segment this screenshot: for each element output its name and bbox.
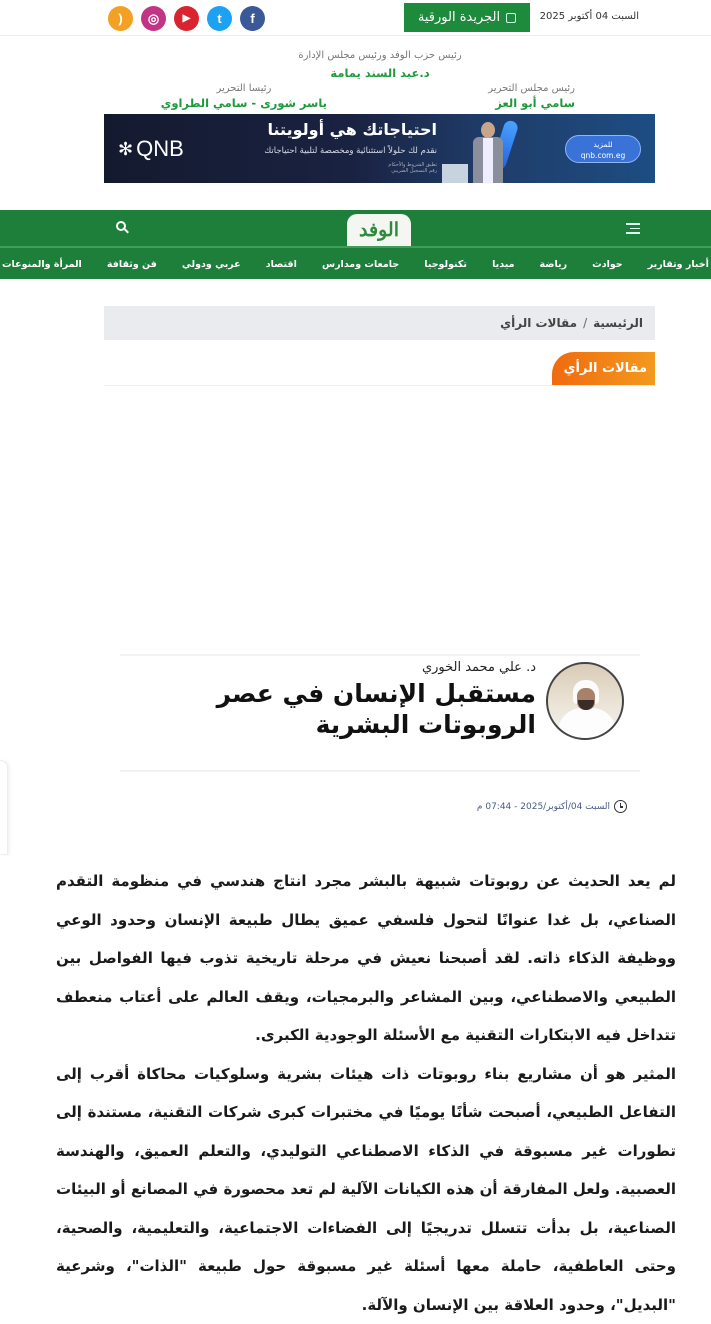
nav-item-art-culture[interactable]: فن وثقافة	[107, 259, 157, 270]
breadcrumb-home[interactable]: الرئيسية	[593, 316, 643, 330]
print-edition-label: الجريدة الورقية	[418, 10, 500, 25]
article-title: مستقبل الإنسان في عصر الروبوتات البشرية	[136, 678, 536, 740]
nav-item-women-misc[interactable]: المرأة والمنوعات	[2, 259, 82, 270]
nav-item-media[interactable]: ميديا	[492, 259, 514, 270]
nav-categories	[0, 250, 711, 279]
article-datetime: السبت 04/أكتوبر/2025 - 07:44 م	[477, 802, 610, 812]
ad-headline: احتياجاتك هي أولويتنا	[268, 120, 438, 139]
facebook-icon[interactable]: f	[240, 6, 265, 31]
main-nav	[0, 210, 711, 279]
instagram-icon[interactable]: ◎	[141, 6, 166, 31]
menu-icon[interactable]	[626, 223, 640, 235]
author-name[interactable]: د. علي محمد الخوري	[422, 660, 536, 675]
clock-icon	[614, 800, 627, 813]
nav-item-sports[interactable]: رياضة	[540, 259, 568, 270]
side-panel-handle[interactable]	[0, 760, 8, 855]
author-avatar[interactable]	[546, 662, 624, 740]
section-header	[104, 352, 655, 386]
breadcrumb-current[interactable]: مقالات الرأي	[500, 316, 577, 330]
nav-item-arab-international[interactable]: عربي ودولي	[182, 259, 241, 270]
ad-model-image	[472, 122, 504, 183]
editors-label: رئيسا التحرير	[216, 83, 271, 94]
nav-item-economy[interactable]: اقتصاد	[266, 259, 297, 270]
chairman-name: د.عبد السند يمامة	[180, 66, 580, 80]
site-logo[interactable]: الوفد	[347, 214, 411, 246]
qnb-emblem-icon: ✻	[118, 139, 133, 160]
search-icon[interactable]	[116, 221, 130, 235]
breadcrumb	[104, 306, 655, 340]
current-date: السبت 04 أكتوبر 2025	[540, 11, 639, 22]
nav-item-technology[interactable]: تكنولوجيا	[424, 259, 467, 270]
ad-subline: نقدم لك حلولاً استثنائية ومخصصة لتلبية احتياجاتك	[264, 146, 437, 156]
twitter-icon[interactable]: t	[207, 6, 232, 31]
article-paragraph: المثير هو أن مشاريع بناء روبوتات ذات هيئات بشرية وسلوكيات محاكاة أقرب إلى التفاعل الطبيعي، أصبحت شأنًا يوميًا في مختبرات كبرى شركات التقنية، مستندة إلى تطورات غير مسبوقة في الذكاء الاصطناعي التوليدي، والتعلم العميق، والهندسة العصبية. ولعل المفارقة أن هذه الكيانات الآلية لم تعد محصورة في المصانع أو البيئات الصناعية، بل بدأت تتسلل تدريجيًا إلى الفضاءات الاجتماعية، والتعليمية، والصحية، وحتى العاطفية، حاملة معها أسئلة غير مسبوقة حول طبيعة "الذات"، وشرعية "البديل"، وحدود العلاقة بين الإنسان والآلة.	[56, 1055, 676, 1324]
breadcrumb-separator: /	[583, 316, 587, 330]
board-editor-block	[488, 76, 575, 110]
board-editor-name: سامي أبو العز	[488, 96, 575, 110]
editors-names: ياسر شورى - سامي الطراوي	[161, 96, 327, 110]
article-body	[56, 862, 676, 1324]
print-edition-button[interactable]	[404, 3, 530, 32]
nav-header	[0, 210, 711, 248]
editors-block	[161, 76, 327, 110]
article-header	[120, 654, 640, 772]
nav-item-accidents[interactable]: حوادث	[592, 259, 622, 270]
nav-item-universities[interactable]: جامعات ومدارس	[322, 259, 399, 270]
ad-cta-button[interactable]: للمزيد qnb.com.eg	[565, 135, 641, 163]
top-bar	[0, 0, 711, 36]
article-paragraph: لم يعد الحديث عن روبوتات شبيهة بالبشر مجرد انتاج هندسي في منظومة التقدم الصناعي، بل غدا عنوانًا لتحول فلسفي عميق يطال طبيعة الإنسان وحدود الوعي ووظيفة الذكاء ذاته. لقد أصبحنا نعيش في مرحلة تاريخية تذوب فيها الفواصل بين الطبيعي والاصطناعي، وبين المشاعر والبرمجيات، ويقف العالم على أعتاب منعطف تتداخل فيه الابتكارات التقنية مع الأسئلة الوجودية الكبرى.	[56, 862, 676, 1055]
ad-fine-print: تطبق الشروط والأحكام رقم التسجيل الضريبي	[388, 162, 437, 174]
ad-product-box	[442, 164, 468, 183]
masthead-credits	[0, 40, 711, 110]
youtube-icon[interactable]: ▶	[174, 6, 199, 31]
rss-icon[interactable]: )	[108, 6, 133, 31]
section-title: مقالات الرأي	[552, 352, 655, 385]
board-editor-label: رئيس مجلس التحرير	[488, 83, 575, 94]
social-links	[108, 6, 265, 31]
article-meta	[477, 800, 627, 813]
nav-item-news-reports[interactable]: أخبار وتقارير	[648, 259, 709, 270]
qnb-logo: ✻ QNB	[118, 136, 184, 162]
newspaper-icon	[506, 13, 516, 23]
chairman-block	[180, 43, 580, 80]
chairman-label: رئيس حزب الوفد ورئيس مجلس الإدارة	[298, 50, 461, 61]
qnb-ad-banner[interactable]	[104, 114, 655, 183]
